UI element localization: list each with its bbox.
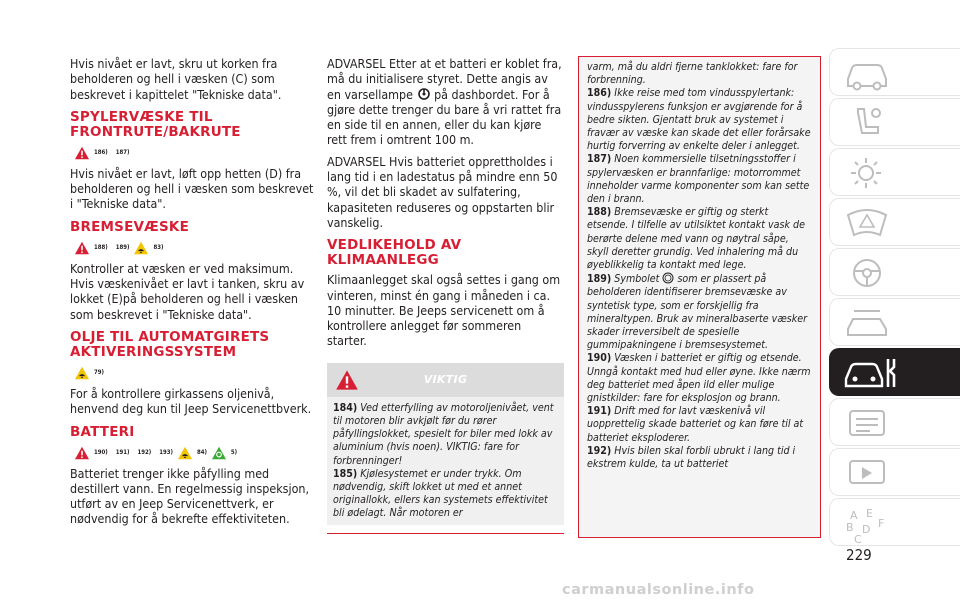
warning-triangle-icon: [74, 146, 90, 160]
ref-link[interactable]: 190): [94, 449, 108, 457]
tab-warning-lights[interactable]: [829, 198, 960, 246]
watermark: carmanualsonline.info: [562, 582, 755, 598]
svg-text:C: C: [854, 533, 862, 545]
middle-column: [327, 56, 564, 525]
right-notes-box: [578, 56, 821, 538]
note-number: 185): [333, 467, 358, 480]
environment-triangle-icon: [211, 446, 227, 460]
tab-seats[interactable]: [829, 98, 960, 146]
svg-text:E: E: [866, 507, 873, 520]
svg-text:F: F: [878, 517, 885, 530]
viktig-notes: [327, 397, 564, 525]
warning-triangle-icon: [74, 446, 90, 460]
advarsel-text-a: ADVARSEL Etter at et batteri er koblet fra, må du initialisere styret. Dette angis av en varsellampe: [327, 56, 562, 102]
note-number: 187): [587, 153, 612, 166]
warning-triangle-icon: [74, 241, 90, 255]
ref-link[interactable]: 191): [115, 449, 130, 457]
tab-lights[interactable]: [829, 148, 960, 196]
ref-link[interactable]: 187): [115, 149, 130, 157]
note-continued: varm, må du aldri fjerne tanklokket: fare for forbrenning.: [587, 61, 798, 87]
note-184: [333, 402, 558, 468]
car-info-icon: [844, 55, 890, 91]
heading-batteri: BATTERI: [70, 423, 135, 440]
heading-spylervaeske: SPYLERVÆSKE TIL FRONTRUTE/BAKRUTE: [70, 108, 241, 140]
heading-bremsevaeske: BREMSEVÆSKE: [70, 218, 189, 235]
note-text: Drift med for lavt væskenivå vil uopprettelig skade batteriet og kan føre til at batteriet eksploderer.: [587, 405, 804, 444]
spyler-paragraph: Hvis nivået er lavt, løft opp hetten (D) fra beholderen og hell i væsken som beskrevet i "Tekniske data".: [70, 165, 314, 212]
note-text: Noen kommersielle tilsetningsstoffer i spylervæsken er brannfarlige: motorrommet inneholder varme komponenter som kan sette den i brann.: [587, 153, 810, 206]
warning-refs-batteri: [74, 444, 320, 462]
index-letters-icon: [844, 505, 890, 545]
note-188: [587, 206, 812, 272]
steering-warning-icon: [417, 88, 431, 100]
advarsel-paragraph-1: [327, 56, 564, 148]
car-maintenance-icon: [844, 355, 900, 391]
note-text: Hvis bilen skal forbli ubrukt i lang tid i ekstrem kulde, ta ut batteriet: [587, 444, 796, 471]
steering-wheel-icon: [844, 255, 890, 291]
ref-link[interactable]: 192): [137, 449, 152, 457]
note-text: Kjølesystemet er under trykk. Om nødvendig, skift lokket ut med et annet originallokk, ellers kan systemets effektivitet bli ødelagt. Når motoren er: [333, 467, 548, 520]
note-192: [587, 445, 812, 471]
note-text-b: som er plassert på beholderen identifiserer bremsevæske av syntetisk type, som er forskjellig fra mineraltypen. Bruk av mineralbaserte væsker skader irreversibelt de spesielle gummipakningene i bremsesystemet.: [587, 273, 808, 352]
note-number: 191): [587, 405, 612, 418]
ref-link[interactable]: 84): [196, 449, 207, 457]
dashboard-warning-icon: [844, 205, 890, 241]
note-186: [587, 87, 812, 153]
note-187: [587, 153, 812, 206]
olje-paragraph: For å kontrollere girkassens oljenivå, henvend deg kun til Jeep Servicenettbverk.: [70, 385, 312, 417]
advarsel-text-b: på dashbordet. For å gjøre dette trenger du bare å vri rattet fra en side til en annen, eller du kan kjøre rett frem i omtrent 100 m.: [327, 86, 562, 148]
note-185: [333, 468, 558, 521]
caution-triangle-icon: [74, 366, 90, 380]
note-190: [587, 352, 812, 405]
note-text: Væsken i batteriet er giftig og etsende. Unngå kontakt med hud eller øyne. Ikke nærm deg batteriet med åpen ild eller mulige gnistkilder: fare for eksplosjon og brann.: [587, 352, 811, 405]
note-number: 190): [587, 352, 612, 365]
brems-paragraph: Kontroller at væsken er ved maksimum. Hvis væskenivået er lavt i tanken, skru av lokket (E)på beholderen og hell i væsken som beskrevet i "Tekniske data".: [70, 260, 305, 322]
note-189: [587, 272, 812, 352]
tab-vehicle-info[interactable]: [829, 48, 960, 96]
caution-triangle-icon: [133, 241, 149, 255]
note-text: Ved etterfylling av motoroljenivået, vent til motoren blir avkjølt før du rører påfyllingslokket, spesielt for biler med lokk av aluminium (hvis noen). VIKTIG: fare for forbrenninger!: [333, 401, 554, 467]
tab-maintenance[interactable]: [829, 348, 960, 396]
viktig-label: VIKTIG: [423, 372, 468, 386]
multimedia-icon: [844, 455, 890, 491]
tab-technical-data[interactable]: [829, 398, 960, 446]
column-divider: [327, 533, 564, 534]
note-text-a: Symbolet: [614, 273, 660, 286]
note-number: 186): [587, 87, 612, 100]
heading-olje-automatgir: OLJE TIL AUTOMATGIRETS AKTIVERINGSSYSTEM: [70, 328, 270, 360]
tab-index[interactable]: [829, 498, 960, 546]
svg-text:B: B: [846, 521, 854, 534]
warning-refs-spyler: [74, 144, 320, 162]
note-text: Bremsevæske er giftig og sterkt etsende. I tilfelle av utilsiktet kontakt vask de berørte delene med vann og nøytral såpe, skyll deretter grundig. Ved inhalering må du øyeblikkelig ta kontakt med lege.: [587, 206, 805, 272]
note-text: Ikke reise med tom vindusspylertank: vindusspylerens funksjon er avgjørende for å bedre sikten. Gjentatt bruk av systemet i fravær av væske kan skade det eller forårsake hurtig forverring av enkelte deler i anlegget.: [587, 87, 811, 153]
viktig-header: [327, 363, 564, 397]
brake-fluid-symbol-icon: [662, 272, 674, 284]
note-number: 188): [587, 206, 612, 219]
ref-link[interactable]: 79): [94, 369, 104, 377]
seat-icon: [844, 105, 890, 141]
svg-text:D: D: [862, 523, 871, 536]
ref-link[interactable]: 83): [153, 244, 164, 252]
warning-refs-olje: [74, 364, 320, 382]
note-number: 189): [587, 273, 612, 286]
note-191: [587, 405, 812, 445]
svg-text:A: A: [850, 509, 858, 522]
caution-triangle-icon: [177, 446, 193, 460]
ref-link[interactable]: 188): [94, 244, 108, 252]
ref-link[interactable]: 193): [159, 449, 173, 457]
ref-link[interactable]: 5): [230, 449, 238, 457]
driving-road-icon: [844, 305, 890, 341]
warning-refs-brems: [74, 239, 320, 257]
batteri-paragraph: Batteriet trenger ikke påfylling med destillert vann. En regelmessig inspeksjon, utført av en Jeep Servicenettverk, er nødvendig for å bekrefte effektiviteten.: [70, 465, 309, 527]
technical-data-icon: [844, 405, 890, 441]
tab-starting-driving[interactable]: [829, 298, 960, 346]
advarsel-paragraph-2: ADVARSEL Hvis batteriet opprettholdes i lang tid i en ladestatus på mindre enn 50 %, vil det bli skadet av sulfatering, kapasiteten reduseres og oppstarten blir vanskelig.: [327, 153, 558, 230]
tab-multimedia[interactable]: [829, 448, 960, 496]
light-sun-icon: [844, 155, 890, 191]
left-column: [70, 56, 320, 533]
heading-vedlikehold: VEDLIKEHOLD AV KLIMAANLEGG: [327, 237, 462, 269]
tab-safety[interactable]: [829, 248, 960, 296]
intro-paragraph: Hvis nivået er lavt, skru ut korken fra beholderen og hell i væsken (C) som beskrevet i kapittelet "Tekniske data".: [70, 56, 282, 102]
note-number: 192): [587, 444, 612, 457]
page-number: 229: [846, 546, 872, 564]
note-number: 184): [333, 401, 358, 414]
vedlikehold-paragraph: Klimaanlegget skal også settes i gang om vinteren, minst én gang i måneden i ca. 10 minutter. Be Jeeps servicenett om å kontrollere anlegget før sommeren starter.: [327, 272, 561, 349]
ref-link[interactable]: 186): [94, 149, 108, 157]
ref-link[interactable]: 189): [115, 244, 130, 252]
